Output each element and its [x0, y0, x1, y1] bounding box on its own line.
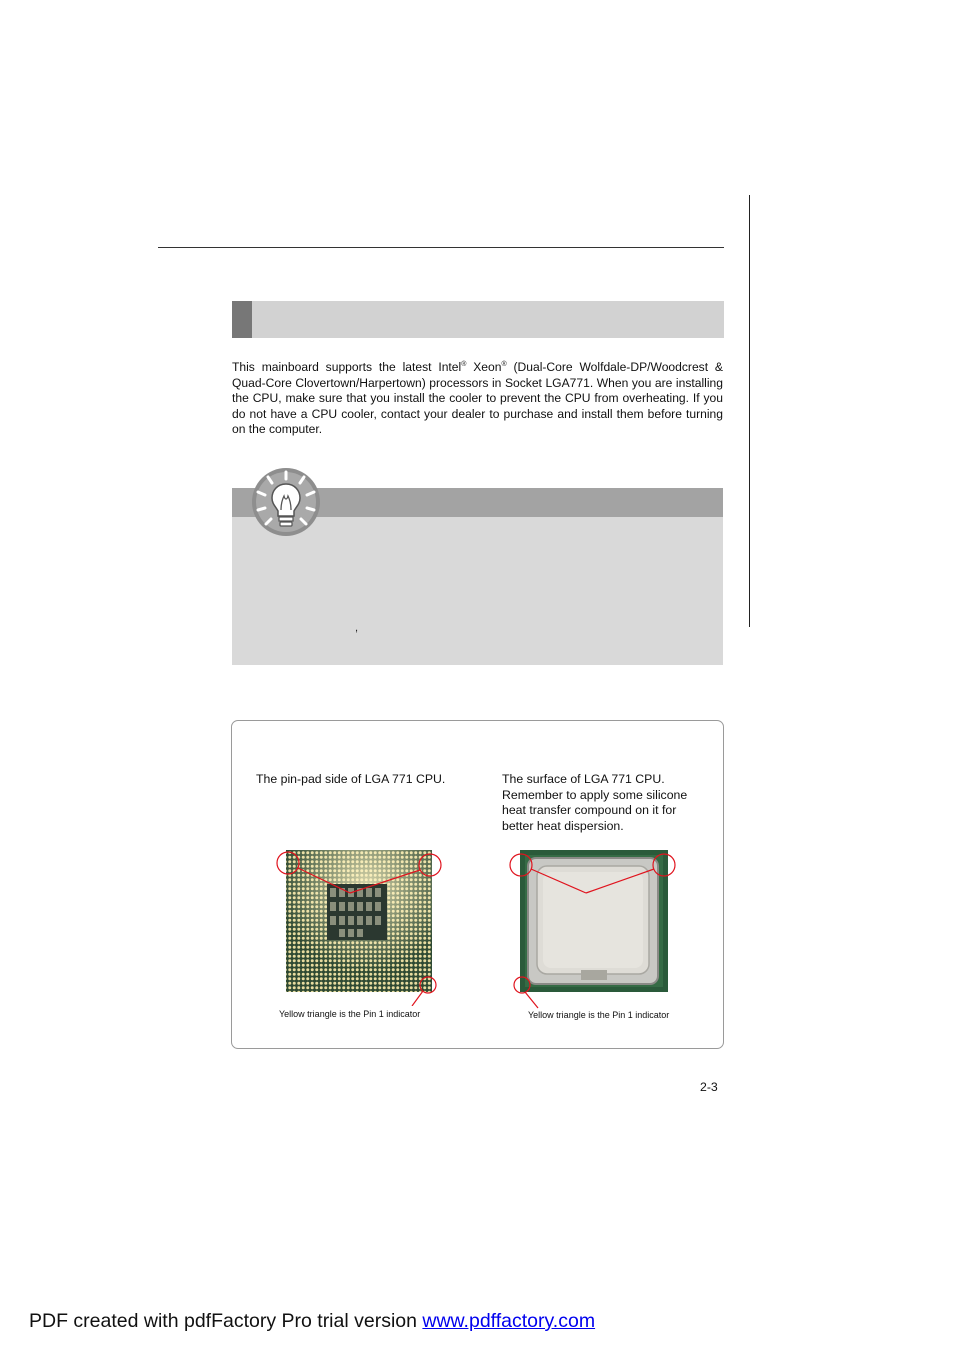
section-heading-tab: [232, 301, 252, 338]
intro-paragraph: This mainboard supports the latest Intel® Xeon® (Dual-Core Wolfdale-DP/Woodcrest & Quad-Core Clovertown/Harpertown) processors in Socket LGA771. When you are installing the CPU, make sure that you install the cooler to prevent the CPU from overheating. If you do not have a CPU cooler, contact your dealer to purchase and install them before turning on the computer.: [232, 360, 723, 436]
footer-text: PDF created with pdfFactory Pro trial version: [29, 1310, 423, 1332]
right-cpu-caption: [502, 772, 702, 834]
pdf-footer: [29, 1310, 595, 1333]
cpu-surface-image: [505, 846, 685, 1011]
right-caption-line: The surface of LGA 771 CPU.: [502, 772, 665, 786]
left-cpu-caption: The pin-pad side of LGA 771 CPU.: [256, 772, 446, 786]
right-caption-line: heat transfer compound on it for: [502, 803, 677, 817]
header-rule: [158, 247, 724, 248]
cpu-pin-pad-side-image: [274, 846, 444, 1006]
important-note-box: [232, 516, 723, 665]
footer-link[interactable]: www.pdffactory.com: [422, 1310, 596, 1332]
stray-mark: ,: [355, 622, 359, 634]
right-caption-line: Remember to apply some silicone: [502, 787, 688, 802]
page-number: 2-3: [700, 1080, 718, 1094]
section-heading-bar: [232, 301, 724, 338]
lightbulb-hint-icon: [250, 466, 322, 538]
left-pin1-indicator-note: Yellow triangle is the Pin 1 indicator: [279, 1009, 421, 1019]
right-caption-line: better heat dispersion.: [502, 818, 624, 833]
side-margin-rule: [749, 195, 750, 627]
right-pin1-indicator-note: Yellow triangle is the Pin 1 indicator: [528, 1010, 670, 1020]
